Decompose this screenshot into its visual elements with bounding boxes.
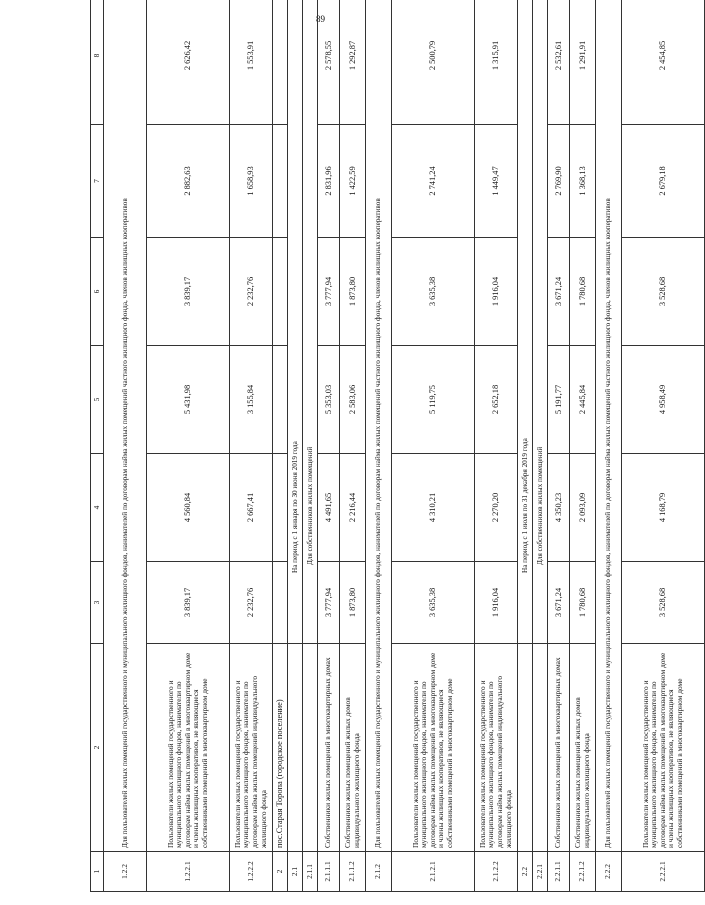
cell-value: 1 916,04	[475, 562, 518, 644]
cell-value: 5 431,98	[147, 346, 230, 454]
table-row	[318, 0, 340, 892]
section-row	[366, 0, 392, 892]
cell-value: 4 350,23	[548, 454, 570, 562]
row-code: 2.1.1.2	[340, 852, 366, 892]
table-row	[475, 0, 518, 892]
row-code: 1.2.2	[104, 852, 147, 892]
column-number: 5	[91, 346, 104, 454]
row-name: Собственники жилых помещений жилых домов индивидуального жилищного фонда	[340, 644, 366, 852]
cell-value: 4 310,21	[392, 454, 475, 562]
cell-value: 2 769,90	[548, 125, 570, 238]
row-name: Пользователи жилых помещений государственного и муниципального жилищного фондов, наниматели по договорам найма жилых помещений индивидуального жилищного фонда	[230, 644, 273, 852]
cell-value: 1 422,59	[340, 125, 366, 238]
table-row	[392, 0, 475, 892]
cell-value: 2 232,76	[230, 238, 273, 346]
row-code: 2.2.2.1	[622, 852, 705, 892]
cell-value: 3 528,68	[622, 238, 705, 346]
row-name: Собственники жилых помещений в многоквартирных домах	[548, 644, 570, 852]
row-code: 2.2.1.2	[570, 852, 596, 892]
section-row	[104, 0, 147, 892]
row-code: 1.2.2.1	[147, 852, 230, 892]
table-row	[230, 0, 273, 892]
tariff-table	[90, 0, 705, 892]
cell-value: 1 873,80	[340, 238, 366, 346]
subsection-title: Для собственников жилых помещений	[303, 0, 318, 644]
empty-cell	[533, 644, 548, 852]
row-name: Пользователи жилых помещений государственного и муниципального жилищного фондов, наниматели по договорам найма жилых помещений индивидуального жилищного фонда	[475, 644, 518, 852]
row-code: 2.2.1.1	[548, 852, 570, 892]
cell-value: 3 839,17	[147, 238, 230, 346]
section-title: Для пользователей жилых помещений государственного и муниципального жилищного фондов, нанимателей по договорам найма жилых помещений частного жилищного фонда, членов жилищных кооперативов	[366, 0, 392, 852]
cell-value: 2 882,63	[147, 125, 230, 238]
subsection-title: Для собственников жилых помещений	[533, 0, 548, 644]
cell-value: 1 873,80	[340, 562, 366, 644]
subsection-row	[303, 0, 318, 892]
tariff-table-rotated	[90, 0, 684, 892]
row-code: 2.2.2	[596, 852, 622, 892]
period-title: На период с 1 июля по 31 декабря 2019 года	[518, 0, 533, 644]
column-number: 8	[91, 0, 104, 125]
row-code: 2.1.1.1	[318, 852, 340, 892]
row-code: 2.1.2	[366, 852, 392, 892]
column-number-row	[91, 0, 104, 892]
row-name: Пользователи жилых помещений государственного и муниципального жилищного фондов, наниматели по договорам найма жилых помещений в многоквартирном доме и члены жилищных кооперативов, не являющиеся собственниками помещений в многоквартирном доме	[622, 644, 705, 852]
table-row	[147, 0, 230, 892]
cell-value: 2 232,76	[230, 562, 273, 644]
cell-value: 1 291,91	[570, 0, 596, 125]
cell-value: 3 635,38	[392, 562, 475, 644]
period-title: На период с 1 января по 30 июня 2019 года	[288, 0, 303, 644]
column-number: 7	[91, 125, 104, 238]
table-row	[622, 0, 705, 892]
cell-value: 2 093,09	[570, 454, 596, 562]
cell-value: 2 741,24	[392, 125, 475, 238]
cell-value: 2 667,41	[230, 454, 273, 562]
cell-value: 3 671,24	[548, 238, 570, 346]
cell-value: 2 679,18	[622, 125, 705, 238]
cell-value: 1 780,68	[570, 238, 596, 346]
settlement-row	[273, 0, 288, 892]
row-code: 2.1.2.1	[392, 852, 475, 892]
cell-value: 3 777,94	[318, 562, 340, 644]
cell-value: 2 532,61	[548, 0, 570, 125]
cell-value: 2 831,96	[318, 125, 340, 238]
cell-value: 1 780,68	[570, 562, 596, 644]
cell-value: 1 658,93	[230, 125, 273, 238]
cell-value: 3 635,38	[392, 238, 475, 346]
row-name: Собственники жилых помещений жилых домов индивидуального жилищного фонда	[570, 644, 596, 852]
empty-cell	[273, 454, 288, 562]
cell-value: 1 315,91	[475, 0, 518, 125]
table-row	[570, 0, 596, 892]
period-row	[518, 0, 533, 892]
cell-value: 2 578,55	[318, 0, 340, 125]
column-number: 4	[91, 454, 104, 562]
column-number: 1	[91, 852, 104, 892]
cell-value: 5 191,77	[548, 346, 570, 454]
empty-cell	[273, 238, 288, 346]
settlement-name: пос.Старая Торопа (городское поселение)	[273, 644, 288, 852]
cell-value: 2 270,20	[475, 454, 518, 562]
cell-value: 1 292,87	[340, 0, 366, 125]
page-number: 89	[316, 14, 325, 24]
cell-value: 4 168,79	[622, 454, 705, 562]
cell-value: 3 839,17	[147, 562, 230, 644]
cell-value: 3 777,94	[318, 238, 340, 346]
empty-cell	[273, 125, 288, 238]
empty-cell	[288, 644, 303, 852]
row-name: Собственники жилых помещений в многоквартирных домах	[318, 644, 340, 852]
cell-value: 2 454,85	[622, 0, 705, 125]
row-code: 2.2.1	[533, 852, 548, 892]
cell-value: 2 652,18	[475, 346, 518, 454]
row-name: Пользователи жилых помещений государственного и муниципального жилищного фондов, наниматели по договорам найма жилых помещений в многоквартирном доме и члены жилищных кооперативов, не являющиеся собственниками помещений в многоквартирном доме	[392, 644, 475, 852]
cell-value: 1 553,91	[230, 0, 273, 125]
cell-value: 5 119,75	[392, 346, 475, 454]
row-code: 2.2	[518, 852, 533, 892]
cell-value: 1 449,47	[475, 125, 518, 238]
empty-cell	[273, 346, 288, 454]
cell-value: 4 560,84	[147, 454, 230, 562]
cell-value: 2 626,42	[147, 0, 230, 125]
cell-value: 5 353,03	[318, 346, 340, 454]
cell-value: 2 445,84	[570, 346, 596, 454]
column-number: 6	[91, 238, 104, 346]
cell-value: 4 958,49	[622, 346, 705, 454]
row-code: 2.1.2.2	[475, 852, 518, 892]
column-number: 3	[91, 562, 104, 644]
row-code: 2.1	[288, 852, 303, 892]
cell-value: 3 671,24	[548, 562, 570, 644]
cell-value: 1 916,04	[475, 238, 518, 346]
table-row	[340, 0, 366, 892]
row-code: 2.1.1	[303, 852, 318, 892]
empty-cell	[273, 562, 288, 644]
cell-value: 2 583,06	[340, 346, 366, 454]
cell-value: 2 500,79	[392, 0, 475, 125]
row-name: Пользователи жилых помещений государственного и муниципального жилищного фондов, наниматели по договорам найма жилых помещений в многоквартирном доме и члены жилищных кооперативов, не являющиеся собственниками помещений в многоквартирном доме	[147, 644, 230, 852]
section-title: Для пользователей жилых помещений государственного и муниципального жилищного фондов, нанимателей по договорам найма жилых помещений частного жилищного фонда, членов жилищных кооперативов	[596, 0, 622, 852]
section-title: Для пользователей жилых помещений государственного и муниципального жилищного фондов, нанимателей по договорам найма жилых помещений частного жилищного фонда, членов жилищных кооперативов	[104, 0, 147, 852]
section-row	[596, 0, 622, 892]
empty-cell	[273, 0, 288, 125]
cell-value: 4 491,65	[318, 454, 340, 562]
column-number: 2	[91, 644, 104, 852]
cell-value: 1 368,13	[570, 125, 596, 238]
empty-cell	[518, 644, 533, 852]
empty-cell	[303, 644, 318, 852]
subsection-row	[533, 0, 548, 892]
cell-value: 3 155,84	[230, 346, 273, 454]
cell-value: 3 528,68	[622, 562, 705, 644]
row-code: 1.2.2.2	[230, 852, 273, 892]
table-row	[548, 0, 570, 892]
cell-value: 2 216,44	[340, 454, 366, 562]
period-row	[288, 0, 303, 892]
row-code: 2	[273, 852, 288, 892]
